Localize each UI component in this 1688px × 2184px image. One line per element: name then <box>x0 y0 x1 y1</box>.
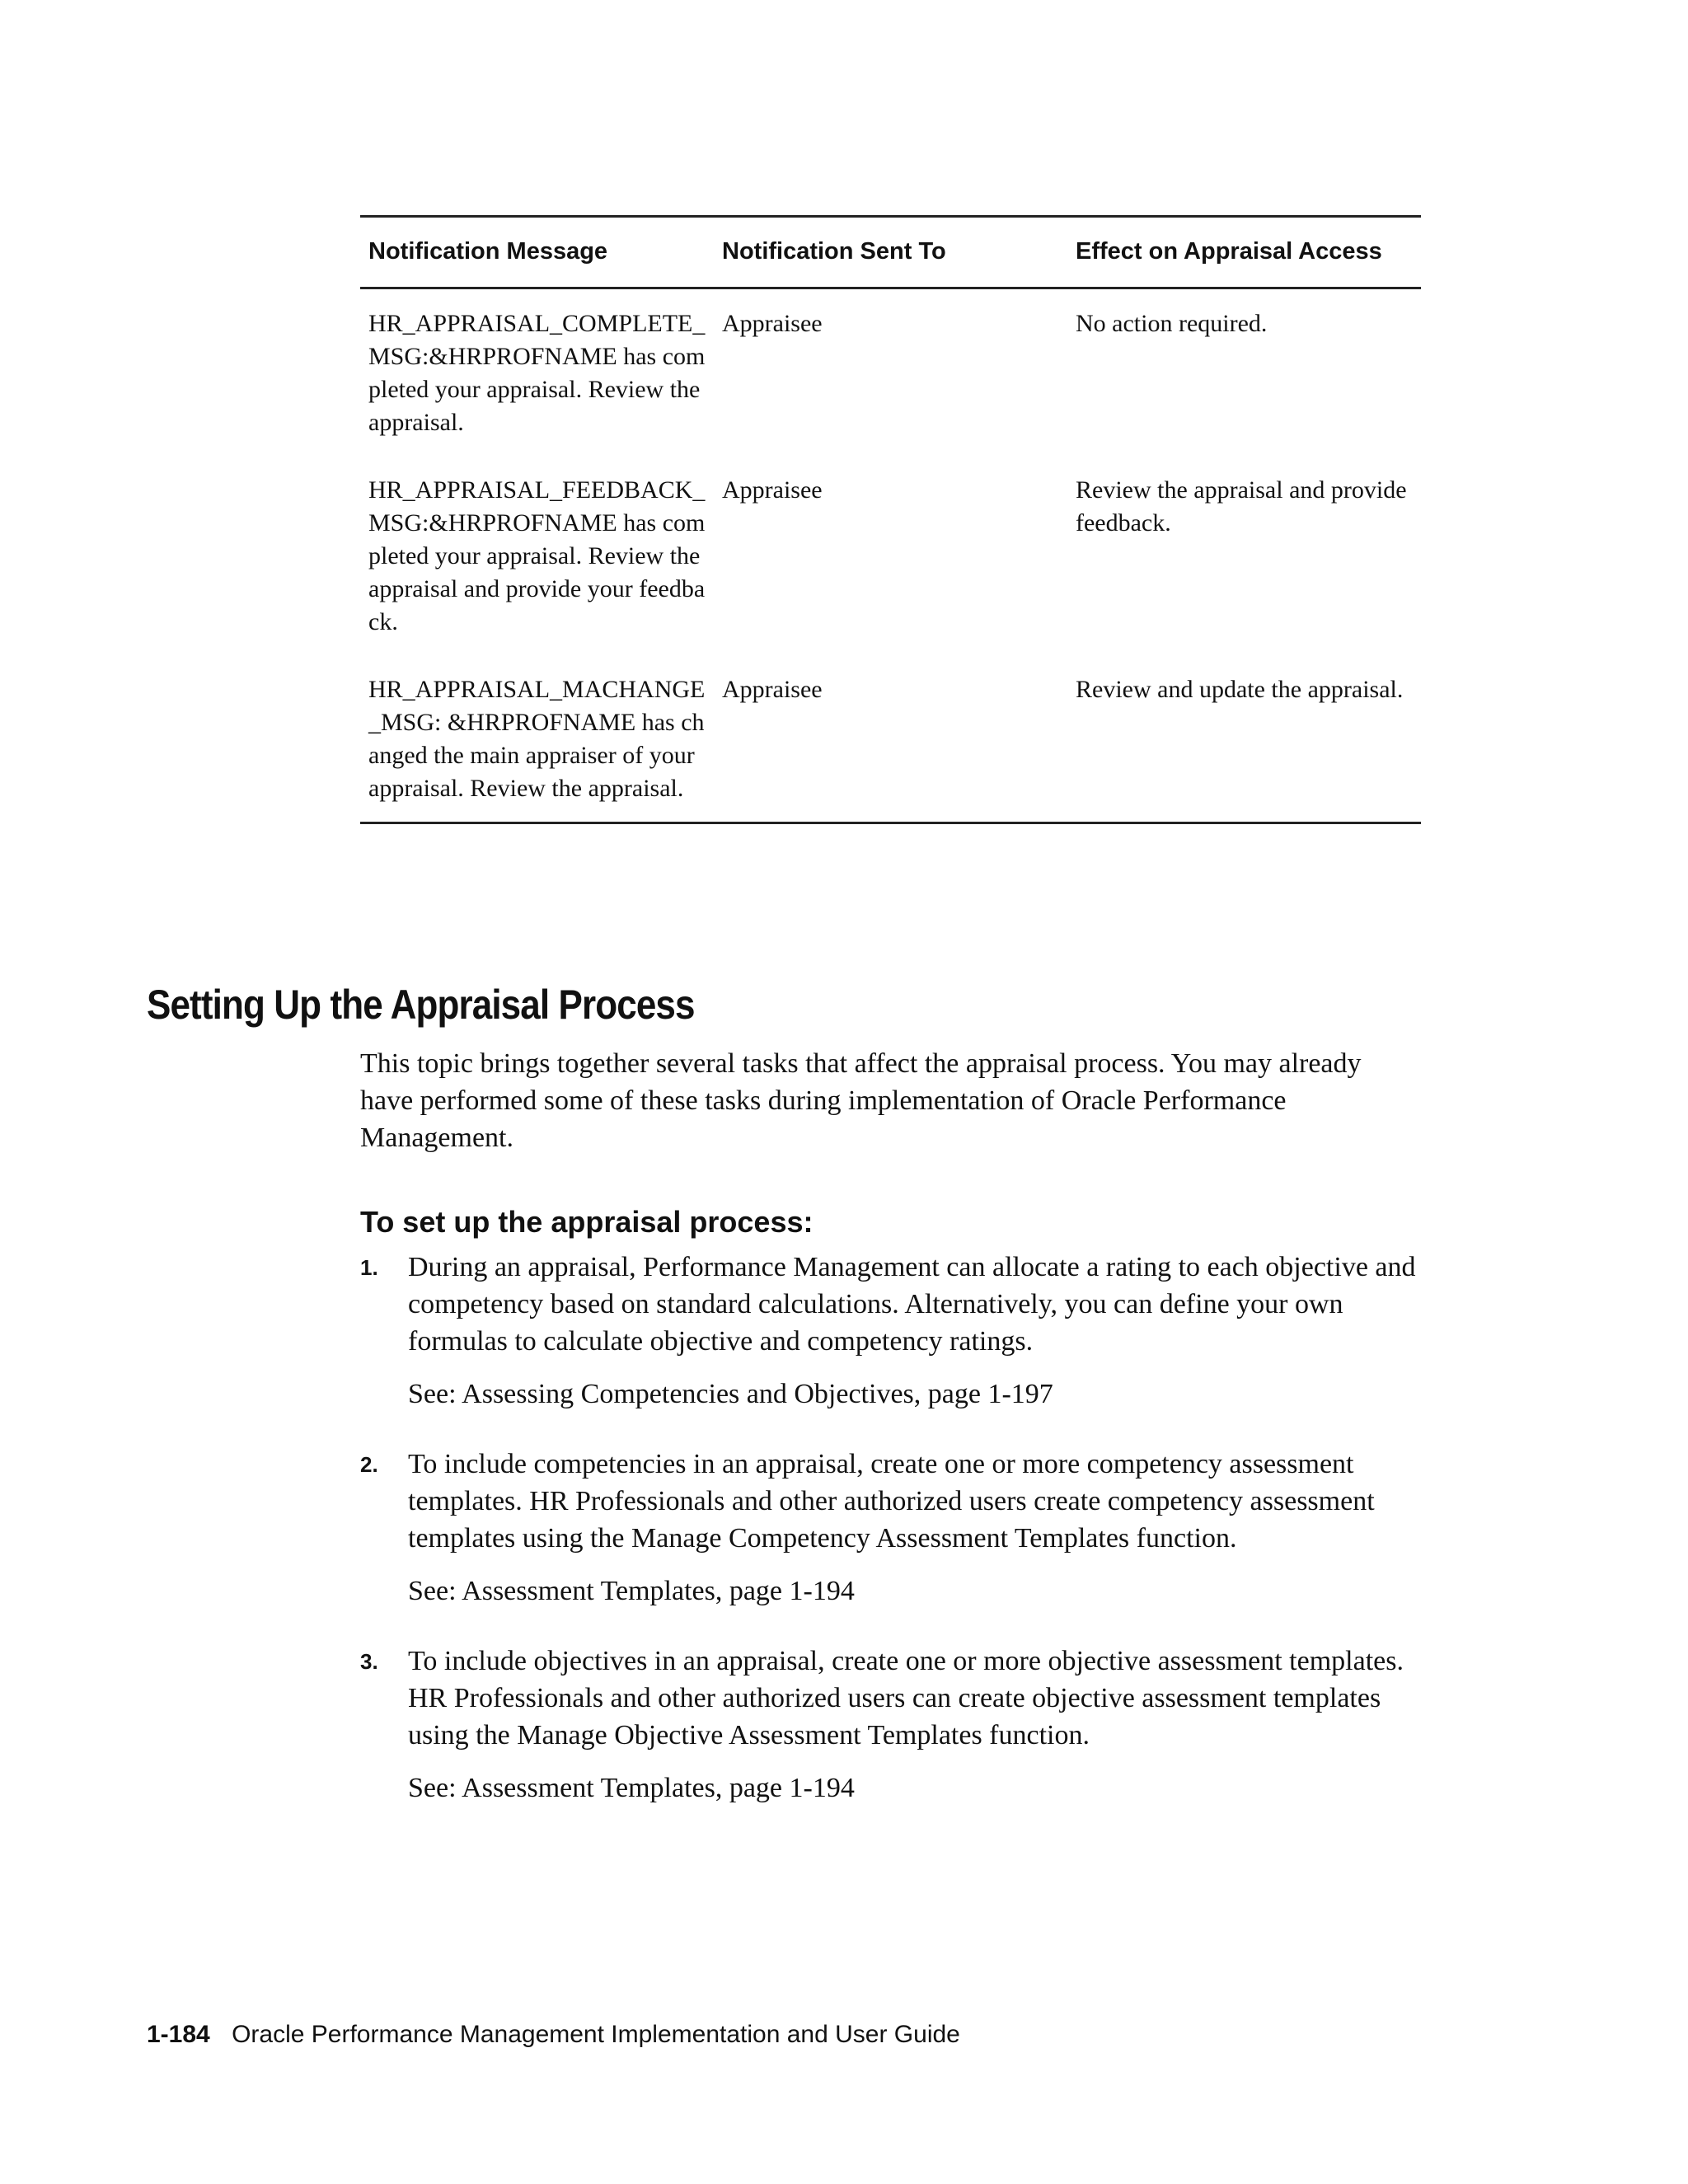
notification-message-text: HR_APPRAISAL_MACHANGE_MSG: &HRPROFNAME has changed the main appraiser of your appraisal. Review the appraisal. <box>368 676 706 802</box>
table-row <box>360 673 1421 823</box>
column-header-notification-sent-to: Notification Sent To <box>714 217 1067 288</box>
table-row <box>360 288 1421 475</box>
step-cross-reference: See: Assessment Templates, page 1-194 <box>408 1576 855 1606</box>
effect-text: Review and update the appraisal. <box>1076 676 1404 703</box>
table-header-row <box>360 217 1421 288</box>
notification-recipient-text: Appraisee <box>722 476 823 504</box>
effect-text: No action required. <box>1076 310 1268 337</box>
book-title: Oracle Performance Management Implementation and User Guide <box>232 2021 960 2048</box>
procedure-step <box>360 1446 1432 1610</box>
step-cross-reference: See: Assessing Competencies and Objectives, page 1-197 <box>408 1379 1053 1409</box>
procedure-title: To set up the appraisal process: <box>360 1205 814 1239</box>
notification-table-container <box>360 215 1421 824</box>
cell-effect-on-access <box>1067 288 1421 475</box>
page-footer <box>147 2021 960 2049</box>
procedure-steps-list <box>360 1249 1432 1807</box>
notification-table <box>360 215 1421 824</box>
step-text: During an appraisal, Performance Management can allocate a rating to each objective and competency based on standard calculations. Alternatively, you can define your own formulas to calculate objective and competency ratings. <box>408 1252 1416 1357</box>
cell-notification-message <box>360 288 714 475</box>
page-number: 1-184 <box>147 2021 210 2048</box>
step-number: 1. <box>360 1255 378 1280</box>
cell-notification-sent-to <box>714 673 1067 823</box>
cell-effect-on-access <box>1067 673 1421 823</box>
table-row <box>360 474 1421 673</box>
notification-message-text: HR_APPRAISAL_FEEDBACK_MSG:&HRPROFNAME has completed your appraisal. Review the appraisal and provide your feedback. <box>368 476 706 635</box>
step-number: 3. <box>360 1649 378 1674</box>
cell-notification-sent-to <box>714 288 1067 475</box>
step-text: To include competencies in an appraisal, create one or more competency assessment templates. HR Professionals and other authorized users create competency assessment templates using the Manage Competency Assessment Templates function. <box>408 1449 1375 1554</box>
step-cross-reference: See: Assessment Templates, page 1-194 <box>408 1773 855 1803</box>
notification-recipient-text: Appraisee <box>722 310 823 337</box>
procedure-step <box>360 1643 1432 1807</box>
step-number: 2. <box>360 1452 378 1477</box>
column-header-notification-message: Notification Message <box>360 217 714 288</box>
step-text: To include objectives in an appraisal, create one or more objective assessment templates. HR Professionals and other authorized users can create objective assessment templates using the Manage Objective Assessment Templates function. <box>408 1646 1404 1750</box>
notification-message-text: HR_APPRAISAL_COMPLETE_MSG:&HRPROFNAME has completed your appraisal. Review the appraisal. <box>368 310 706 436</box>
cell-notification-sent-to <box>714 474 1067 673</box>
notification-recipient-text: Appraisee <box>722 676 823 703</box>
procedure-step <box>360 1249 1432 1413</box>
cell-notification-message <box>360 474 714 673</box>
effect-text: Review the appraisal and provide feedback. <box>1076 476 1407 537</box>
section-title: Setting Up the Appraisal Process <box>147 982 695 1028</box>
section-intro-paragraph: This topic brings together several tasks that affect the appraisal process. You may already have performed some of these tasks during implementation of Oracle Performance Management. <box>360 1048 1362 1153</box>
cell-effect-on-access <box>1067 474 1421 673</box>
cell-notification-message <box>360 673 714 823</box>
column-header-effect-on-appraisal-access: Effect on Appraisal Access <box>1067 217 1421 288</box>
